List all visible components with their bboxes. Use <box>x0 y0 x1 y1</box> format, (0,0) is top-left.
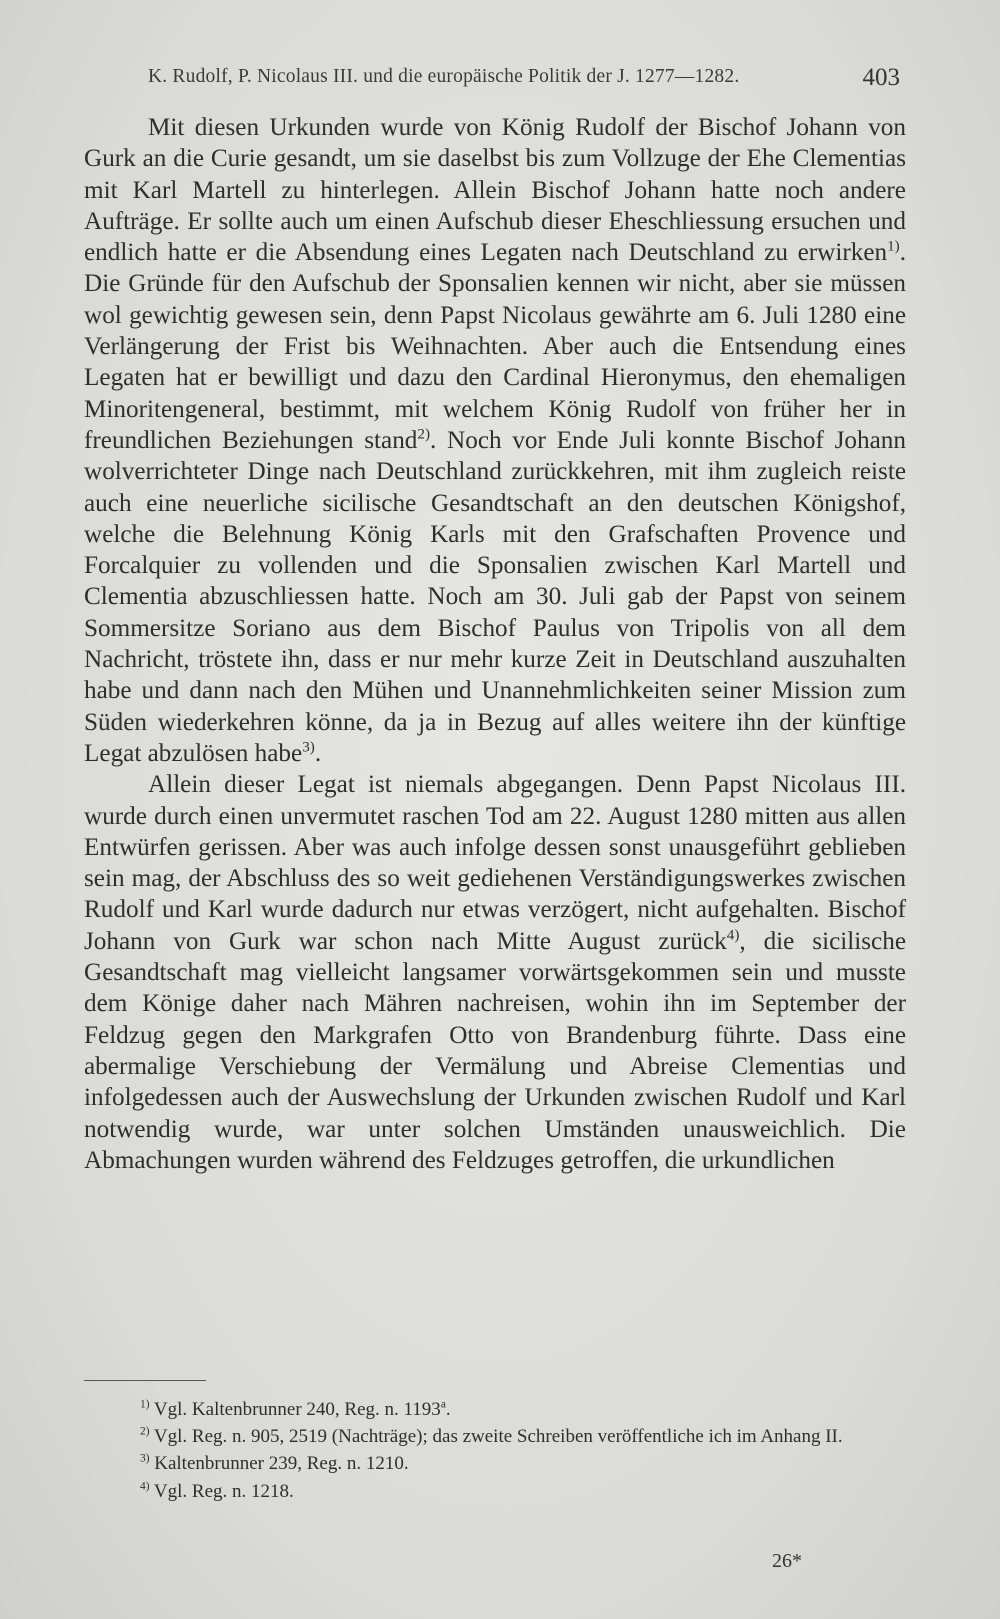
footnote-ref: 1) <box>887 238 900 255</box>
footnote <box>84 1396 906 1423</box>
footnote-text-end: . <box>445 1399 451 1420</box>
footnote-ref-number: 3 <box>302 739 310 756</box>
main-text <box>84 112 906 1176</box>
footnote <box>84 1423 906 1450</box>
page-number: 403 <box>862 64 900 91</box>
footnote-ref-number: 4 <box>726 927 735 944</box>
footnote-mark-number: 4 <box>140 1480 146 1493</box>
footnote-mark: 4) <box>140 1480 150 1493</box>
footnote-mark-number: 2 <box>140 1425 146 1438</box>
footnote-text: Vgl. Kaltenbrunner 240, Reg. n. 1193 <box>153 1399 441 1420</box>
footnote-divider <box>84 1380 206 1381</box>
text-run: , die sicilische Gesandtschaft mag vielleicht langsamer vorwärtsgekommen sein und musste dem Könige daher nach Mähren nachreisen, wohin ihn im September der Feldzug gegen den Markgrafen Otto von Brandenburg führte. Dass eine abermalige Verschiebung der Vermälung und Abreise Clementias und infolgedessen auch der Auswechslung der Urkunden zwischen Rudolf und Karl notwendig wurde, war unter solchen Umständen unausweichlich. Die Abmachungen wurden während des Feldzuges getroffen, die urkundlichen <box>84 927 906 1174</box>
footnote-ref-number: 1 <box>887 238 895 255</box>
footnote-mark: 1) <box>140 1398 150 1411</box>
signature-mark: 26* <box>772 1550 802 1572</box>
footnote-text: Kaltenbrunner 239, Reg. n. 1210. <box>154 1453 409 1475</box>
footnote-text: Vgl. Reg. n. 1218. <box>153 1480 294 1502</box>
footnote <box>84 1450 906 1477</box>
footnote-mark-number: 3 <box>140 1453 146 1466</box>
footnote-mark: 3) <box>140 1453 150 1466</box>
text-run: . Noch vor Ende Juli konnte Bischof Johann wolverrichteter Dinge nach Deutschland zurückkehren, mit ihm zugleich reiste auch eine neuerliche sicilische Gesandtschaft an den deutschen Königshof, welche die Belehnung König Karls mit den Grafschaften Provence und Forcalquier zu vollenden und die Sponsalien zwischen Karl Martell und Clementia abzuschliessen hatte. Noch am 30. Juli gab der Papst von seinem Sommersitze Soriano aus dem Bischof Paulus von Tripolis von all dem Nachricht, tröstete ihn, dass er nur mehr kurze Zeit in Deutschland auszuhalten habe und dann nach den Mühen und Unannehmlichkeiten seiner Mission zum Süden wiederkehren könne, da ja in Bezug auf alles weitere ihn der künftige Legat abzulösen habe <box>84 426 906 767</box>
paragraph <box>84 769 906 1176</box>
footnote-ref-number: 2 <box>417 426 425 443</box>
text-run: Mit diesen Urkunden wurde von König Rudolf der Bischof Johann von Gurk an die Curie gesandt, um sie daselbst bis zum Vollzuge der Ehe Clementias mit Karl Martell zu hinterlegen. Allein Bischof Johann hatte noch andere Aufträge. Er sollte auch um einen Aufschub dieser Eheschliessung ersuchen und endlich hatte er die Absendung eines Legaten nach Deutschland zu erwirken <box>84 114 906 267</box>
footnote-superscript: a <box>440 1398 446 1411</box>
running-title: K. Rudolf, P. Nicolaus III. und die europäische Politik der J. 1277—1282. <box>148 66 740 87</box>
paragraph <box>84 112 906 769</box>
text-run: . <box>314 739 322 767</box>
footnotes <box>84 1396 906 1505</box>
footnote-mark-number: 1 <box>140 1398 146 1411</box>
footnote-text: Vgl. Reg. n. 905, 2519 (Nachträge); das zweite Schreiben veröffentliche ich im Anhang II. <box>153 1426 843 1448</box>
footnote-mark: 2) <box>140 1425 150 1438</box>
footnote-ref: 2) <box>417 426 431 443</box>
footnote <box>84 1478 906 1505</box>
footnote-ref: 3) <box>302 739 315 756</box>
text-run: Allein dieser Legat ist niemals abgegangen. Denn Papst Nicolaus III. wurde durch einen unvermutet raschen Tod am 22. August 1280 mitten aus allen Entwürfen gerissen. Aber was auch infolge dessen sonst unausgeführt geblieben sein mag, der Abschluss des so weit gediehenen Verständigungswerkes zwischen Rudolf und Karl wurde dadurch nur etwas verzögert, nicht aufgehalten. Bischof Johann von Gurk war schon nach Mitte August zurück <box>84 771 906 955</box>
text-run: . Die Gründe für den Aufschub der Sponsalien kennen wir nicht, aber sie müssen wol gewichtig gewesen sein, denn Papst Nicolaus gewährte am 6. Juli 1280 eine Verlängerung der Frist bis Weihnachten. Aber auch die Entsendung eines Legaten hat er bewilligt und dazu den Cardinal Hieronymus, den ehemaligen Minoritengeneral, bestimmt, mit welchem König Rudolf von früher her in freundlichen Beziehungen stand <box>84 239 906 454</box>
page-header <box>148 60 900 100</box>
footnote-ref: 4) <box>726 927 740 944</box>
